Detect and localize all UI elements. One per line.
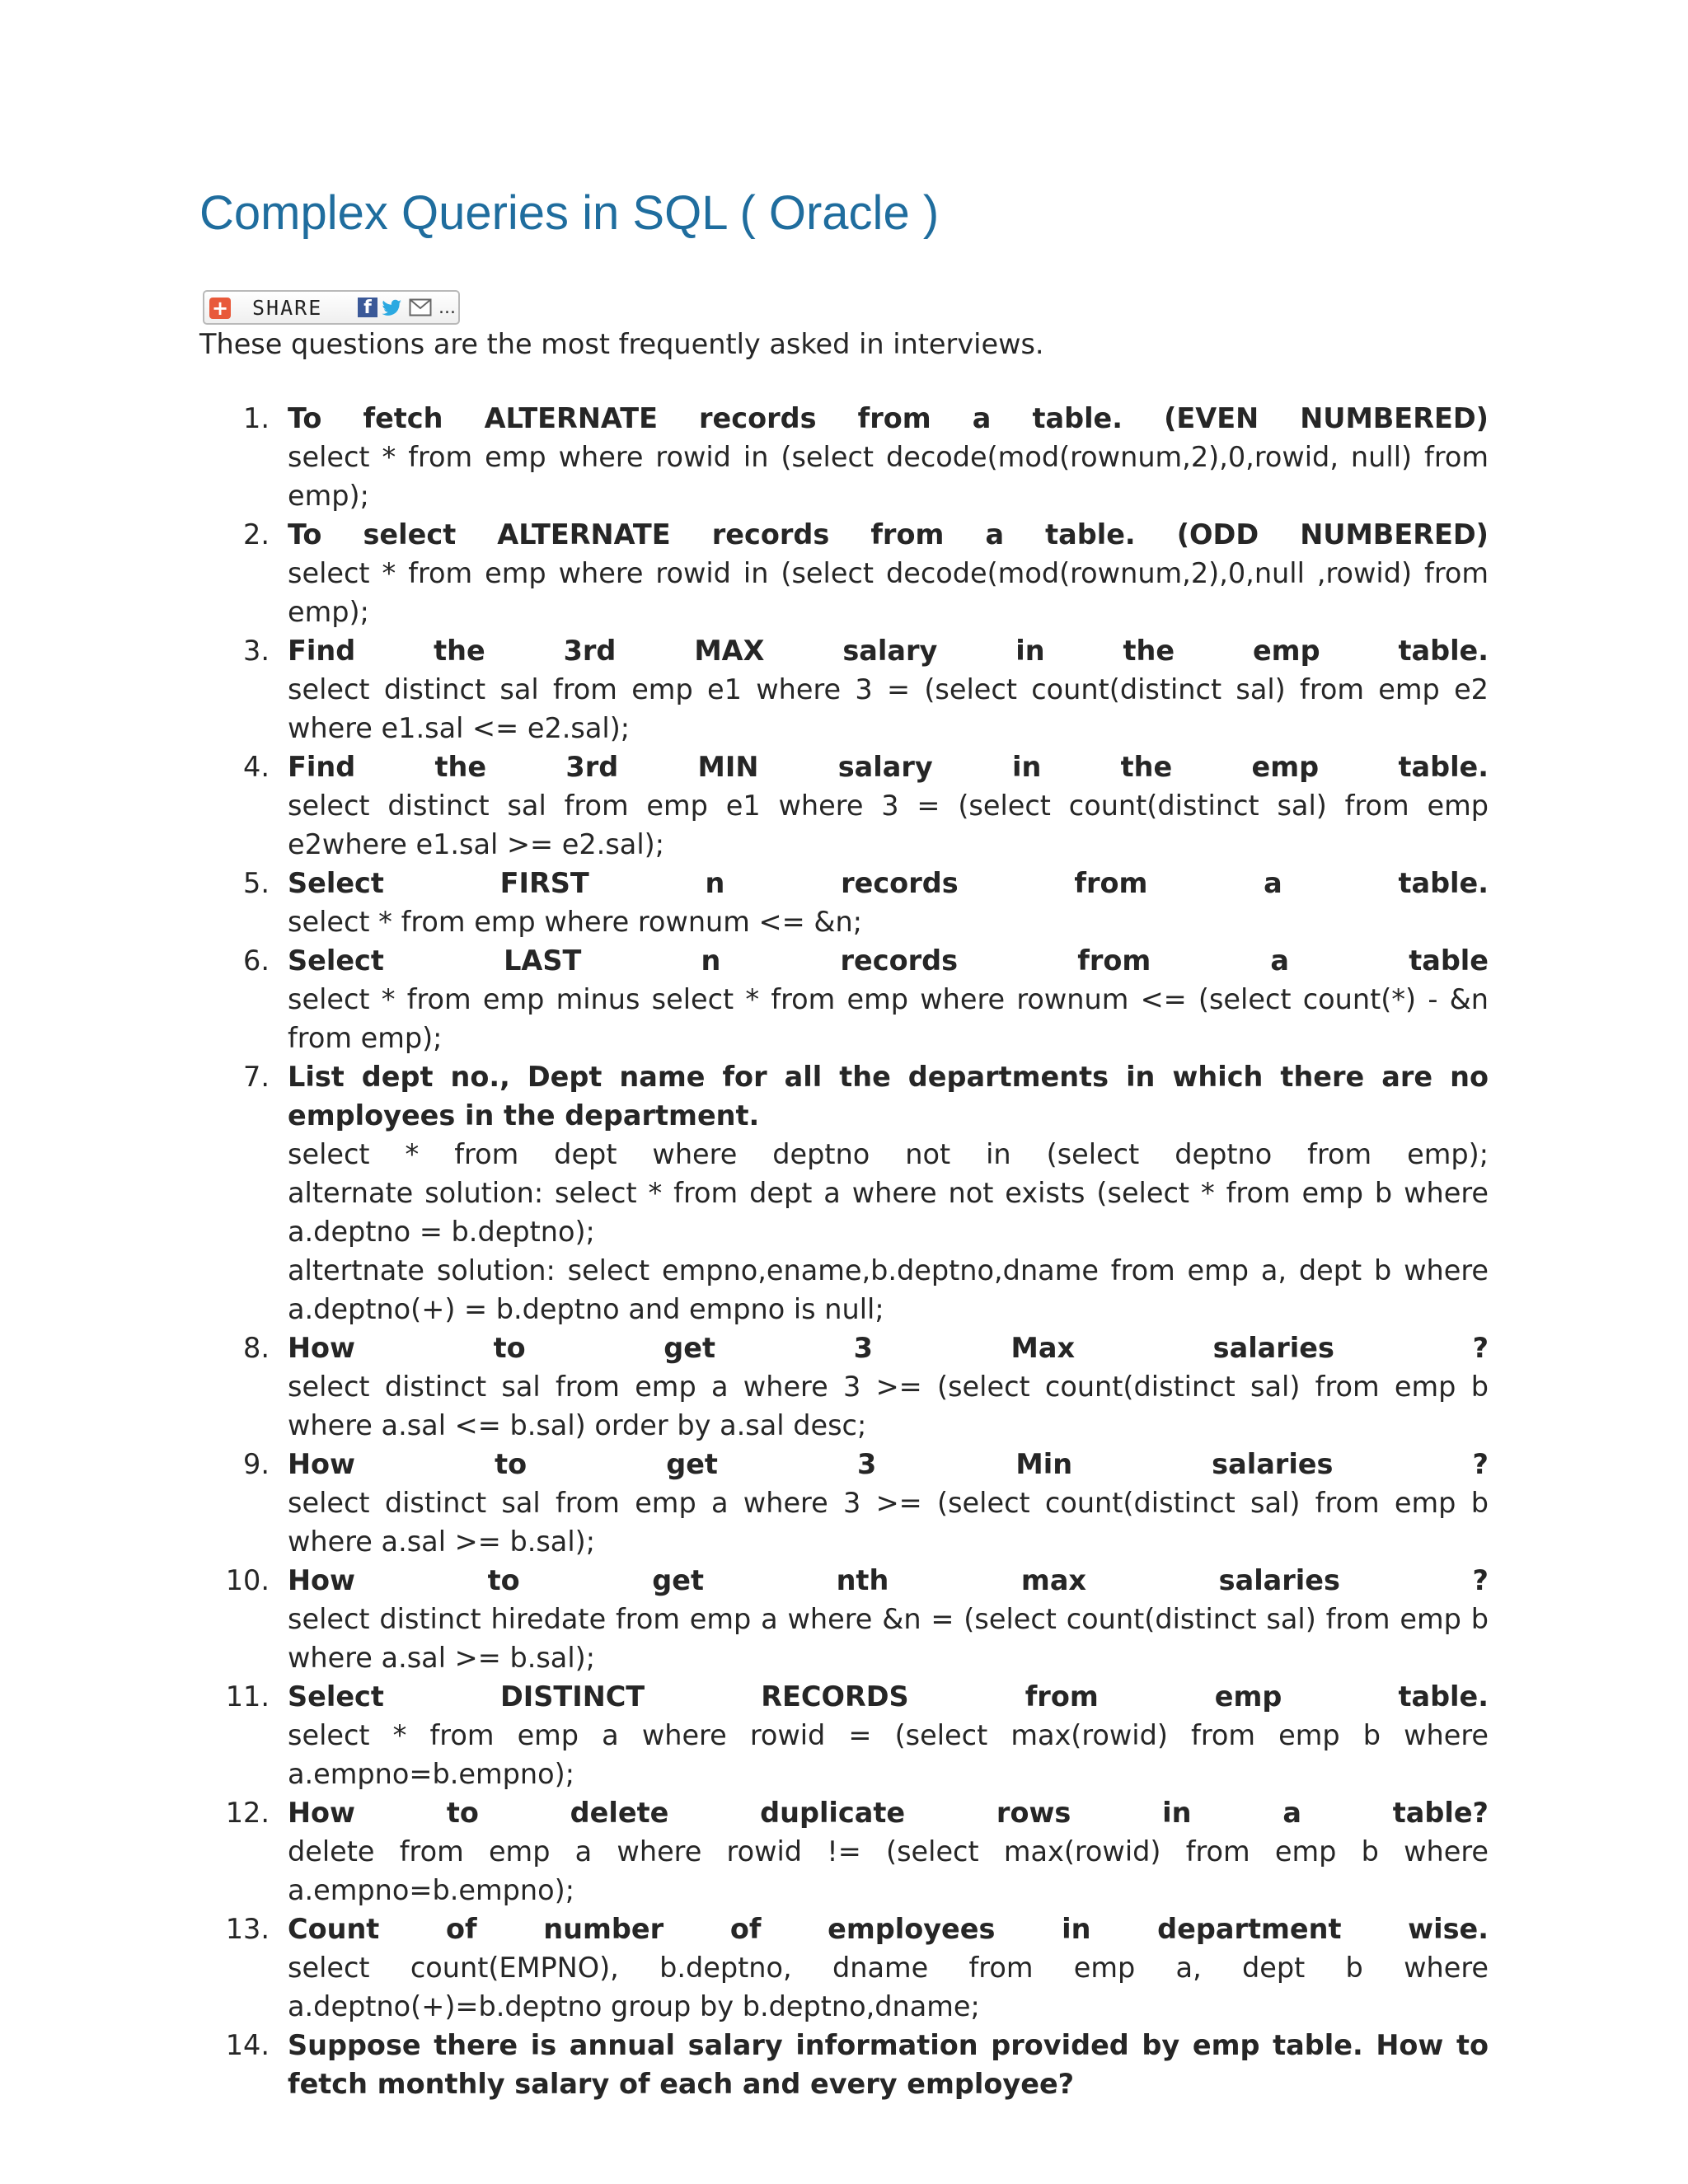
question-text: How to delete duplicate rows in a table? [288,1797,1489,1829]
item-number: 14. [225,2029,270,2061]
answer-query: select distinct sal from emp a where 3 >= (select count(distinct sal) from emp b where a.sal <= b.sal) order by a.sal desc; [288,1371,1489,1441]
item-number: 2. [243,518,270,551]
question-text: How to get nth max salaries ? [288,1564,1489,1596]
answer-query: select distinct sal from emp e1 where 3 = (select count(distinct sal) from emp e2where e1.sal >= e2.sal); [288,790,1489,860]
add-icon: + [209,298,231,319]
list-item [243,748,1489,864]
question-text: Find the 3rd MAX salary in the emp table. [288,635,1489,667]
list-item [243,1329,1489,1445]
list-item [225,1561,1489,1677]
answer-query: select * from dept where deptno not in (select deptno from emp); [288,1138,1489,1170]
answer-query: select * from emp where rowid in (select decode(mod(rownum,2),0,rowid, null) from emp); [288,441,1489,512]
list-item [225,1910,1489,2026]
list-item [225,2026,1489,2103]
item-number: 11. [225,1680,270,1713]
item-number: 3. [243,635,270,667]
list-item [243,515,1489,631]
item-number: 1. [243,402,270,434]
list-item [225,1677,1489,1793]
item-number: 9. [243,1448,270,1480]
item-number: 12. [225,1797,270,1829]
question-text: To select ALTERNATE records from a table. (ODD NUMBERED) [288,518,1489,551]
answer-query: select distinct sal from emp e1 where 3 = (select count(distinct sal) from emp e2 where e1.sal <= e2.sal); [288,673,1489,744]
question-text: How to get 3 Min salaries ? [288,1448,1489,1480]
item-number: 8. [243,1332,270,1364]
list-item [225,1793,1489,1910]
answer-query: select distinct hiredate from emp a where &n = (select count(distinct sal) from emp b where a.sal >= b.sal); [288,1603,1489,1674]
list-item [243,941,1489,1057]
answer-query: select * from emp minus select * from emp where rownum <= (select count(*) - &n from emp); [288,983,1489,1054]
item-number: 5. [243,867,270,899]
intro-text: These questions are the most frequently asked in interviews. [199,328,1044,360]
item-number: 6. [243,944,270,977]
email-icon[interactable] [409,298,432,316]
item-number: 10. [225,1564,270,1596]
page-title: Complex Queries in SQL ( Oracle ) [199,186,940,240]
question-text: How to get 3 Max salaries ? [288,1332,1489,1364]
list-item [243,864,1489,941]
question-text: Select LAST n records from a table [288,944,1489,977]
question-list [225,399,1489,2103]
item-number: 7. [243,1061,270,1093]
list-item [243,631,1489,748]
answer-query: select * from emp where rowid in (select decode(mod(rownum,2),0,null ,rowid) from emp); [288,557,1489,628]
list-item [243,1057,1489,1329]
question-text: Select FIRST n records from a table. [288,867,1489,899]
item-number: 13. [225,1913,270,1945]
facebook-icon[interactable]: f [358,298,377,317]
answer-query: select distinct sal from emp a where 3 >= (select count(distinct sal) from emp b where a.sal >= b.sal); [288,1487,1489,1558]
answer-alternate-1: alternate solution: select * from dept a where not exists (select * from emp b where a.deptno = b.deptno); [288,1177,1489,1248]
list-item [243,1445,1489,1561]
answer-alternate-2: altertnate solution: select empno,ename,b.deptno,dname from emp a, dept b where a.deptno(+) = b.deptno and empno is null; [288,1254,1489,1325]
answer-query: select * from emp a where rowid = (select max(rowid) from emp b where a.empno=b.empno); [288,1719,1489,1790]
share-label: SHARE [252,296,323,320]
answer-query: select count(EMPNO), b.deptno, dname from emp a, dept b where a.deptno(+)=b.deptno group by b.deptno,dname; [288,1952,1489,2022]
answer-query: select * from emp where rownum <= &n; [288,906,862,938]
question-text: Select DISTINCT RECORDS from emp table. [288,1680,1489,1713]
share-button[interactable] [203,290,460,325]
question-text: Find the 3rd MIN salary in the emp table. [288,751,1489,783]
item-number: 4. [243,751,270,783]
answer-query: delete from emp a where rowid != (select max(rowid) from emp b where a.empno=b.empno); [288,1835,1489,1906]
question-text: Count of number of employees in department wise. [288,1913,1489,1945]
more-icon[interactable]: ... [438,298,456,318]
question-text: To fetch ALTERNATE records from a table. (EVEN NUMBERED) [288,402,1489,434]
twitter-icon[interactable] [381,296,404,319]
question-text: List dept no., Dept name for all the departments in which there are no employees in the department. [288,1061,1489,1132]
question-text: Suppose there is annual salary information provided by emp table. How to fetch monthly salary of each and every employee? [288,2029,1489,2100]
list-item [243,399,1489,515]
